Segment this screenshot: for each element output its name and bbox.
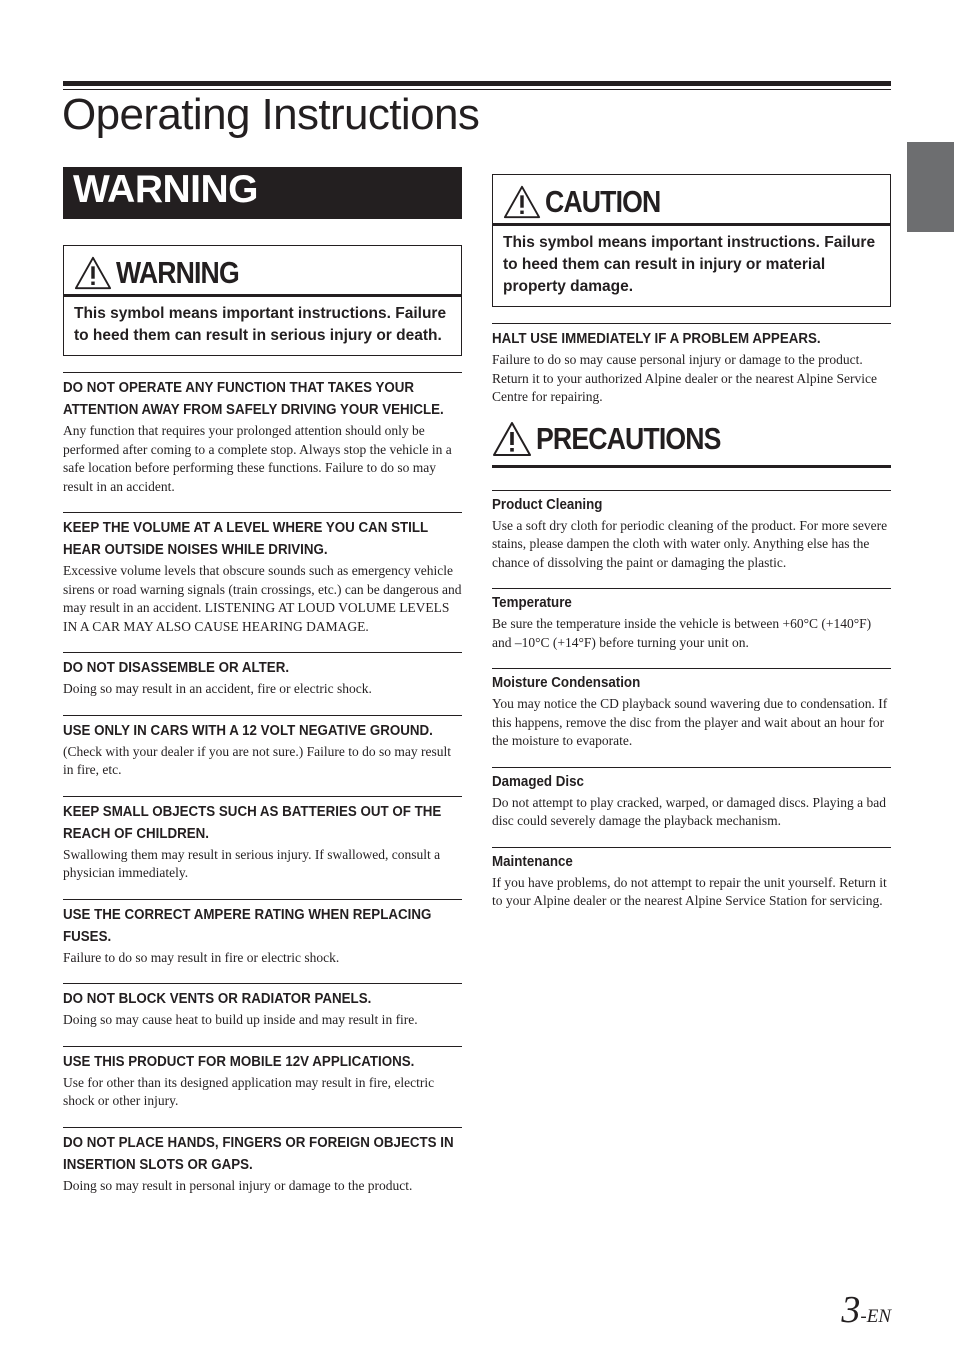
warning-item-heading: KEEP THE VOLUME AT A LEVEL WHERE YOU CAN STILL HEAR OUTSIDE NOISES WHILE DRIVING. — [63, 520, 428, 558]
precaution-item-text: If you have problems, do not attempt to repair the unit yourself. Return it to your Alpine dealer or the nearest Alpine Service Station for servicing. — [492, 874, 887, 908]
caution-item-heading: HALT USE IMMEDIATELY IF A PROBLEM APPEARS. — [492, 331, 821, 347]
precaution-item — [492, 490, 891, 573]
precautions-header — [492, 417, 891, 468]
warning-item-heading: KEEP SMALL OBJECTS SUCH AS BATTERIES OUT OF THE REACH OF CHILDREN. — [63, 803, 442, 842]
caution-box-text: This symbol means important instructions. Failure to heed them can result in injury or material property damage. — [503, 234, 876, 295]
warning-item-text: Doing so may cause heat to build up inside and may result in fire. — [63, 1012, 418, 1027]
warning-item — [63, 899, 462, 968]
warning-item — [63, 372, 462, 496]
precaution-item — [492, 847, 891, 911]
warning-item-heading: DO NOT PLACE HANDS, FINGERS OR FOREIGN OBJECTS IN INSERTION SLOTS OR GAPS. — [63, 1134, 454, 1173]
warning-item-text: (Check with your dealer if you are not sure.) Failure to do so may result in fire, etc. — [63, 743, 452, 777]
page-number-suffix: -EN — [860, 1306, 891, 1327]
warning-item-text: Swallowing them may result in serious injury. If swallowed, consult a physician immediately. — [63, 846, 441, 880]
precaution-item-text: Use a soft dry cloth for periodic cleaning of the product. For more severe stains, please dampen the cloth with water only. Anything else has the chance of dissolving the paint or damaging the plastic. — [492, 517, 888, 570]
warning-item — [63, 1046, 462, 1111]
warning-item-text: Use for other than its designed application may result in fire, electric shock or other injury. — [63, 1074, 435, 1108]
precaution-item-heading: Moisture Condensation — [492, 675, 641, 691]
warning-item-text: Any function that requires your prolonged attention should only be performed after coming to a complete stop. Always stop the vehicle in a safe location before performing these functions. Failure to do so may result in an accident. — [63, 423, 452, 494]
warning-item-text: Excessive volume levels that obscure sounds such as emergency vehicle sirens or road warning signals (train crossings, etc.) can be dangerous and may result in an accident. LISTENING AT LOUD VOLUME LEVELS IN A CAR MAY ALSO CAUSE HEARING DAMAGE. — [63, 563, 462, 634]
caution-item-text: Failure to do so may cause personal injury or damage to the product. Return it to your authorized Alpine dealer or the nearest Alpine Service Centre for repairing. — [492, 352, 878, 404]
warning-item-heading: DO NOT BLOCK VENTS OR RADIATOR PANELS. — [63, 991, 372, 1007]
left-column — [63, 167, 462, 1195]
precaution-item — [492, 767, 891, 831]
warning-item — [63, 715, 462, 780]
section-tab — [907, 142, 954, 232]
right-column — [492, 174, 891, 911]
warning-item-text: Doing so may result in personal injury or damage to the product. — [63, 1177, 413, 1193]
page-number-value: 3 — [841, 1289, 861, 1331]
warning-item-heading: DO NOT DISASSEMBLE OR ALTER. — [63, 660, 290, 676]
warning-item-heading: DO NOT OPERATE ANY FUNCTION THAT TAKES YOUR ATTENTION AWAY FROM SAFELY DRIVING YOUR VEHICLE. — [63, 380, 444, 418]
caution-box-header — [493, 175, 890, 226]
precaution-item-heading: Damaged Disc — [492, 773, 584, 790]
precaution-item — [492, 668, 891, 751]
precaution-item-heading: Maintenance — [492, 853, 573, 870]
warning-banner: WARNING — [63, 167, 462, 219]
page-number — [841, 1288, 891, 1332]
precautions-heading: PRECAUTIONS — [536, 420, 721, 456]
warning-item — [63, 1127, 462, 1196]
precaution-item-heading: Product Cleaning — [492, 496, 603, 513]
warning-box-header — [64, 246, 461, 297]
warning-item — [63, 796, 462, 883]
warning-item-heading: USE THE CORRECT AMPERE RATING WHEN REPLACING FUSES. — [63, 906, 432, 945]
page-title: Operating Instructions — [62, 90, 480, 139]
warning-triangle-icon — [492, 421, 532, 457]
precaution-item — [492, 588, 891, 652]
warning-item — [63, 652, 462, 699]
warning-item-heading: USE THIS PRODUCT FOR MOBILE 12V APPLICATIONS. — [63, 1053, 415, 1070]
warning-box-text: This symbol means important instructions. Failure to heed them can result in serious injury or death. — [74, 305, 447, 344]
caution-item — [492, 323, 891, 407]
warning-triangle-icon — [503, 184, 541, 220]
caution-box-heading: CAUTION — [545, 184, 661, 219]
warning-item-heading: USE ONLY IN CARS WITH A 12 VOLT NEGATIVE GROUND. — [63, 722, 433, 739]
warning-item — [63, 983, 462, 1030]
precaution-item-text: Be sure the temperature inside the vehicle is between +60°C (+140°F) and –10°C (+14°F) before turning your unit on. — [492, 616, 872, 650]
warning-triangle-icon — [74, 255, 112, 291]
precautions-list — [492, 490, 891, 911]
warning-item-text: Failure to do so may result in fire or electric shock. — [63, 949, 340, 965]
precaution-item-heading: Temperature — [492, 595, 572, 611]
precaution-item-text: Do not attempt to play cracked, warped, or damaged discs. Playing a bad disc could severely damage the playback mechanism. — [492, 794, 887, 828]
warning-list — [63, 372, 462, 1195]
warning-item — [63, 512, 462, 636]
precaution-item-text: You may notice the CD playback sound wavering due to condensation. If this happens, remove the disc from the player and wait about an hour for the moisture to evaporate. — [492, 696, 888, 748]
warning-box-heading: WARNING — [116, 255, 239, 290]
warning-symbol-box — [63, 245, 462, 356]
warning-item-text: Doing so may result in an accident, fire or electric shock. — [63, 681, 372, 696]
caution-symbol-box — [492, 174, 891, 307]
